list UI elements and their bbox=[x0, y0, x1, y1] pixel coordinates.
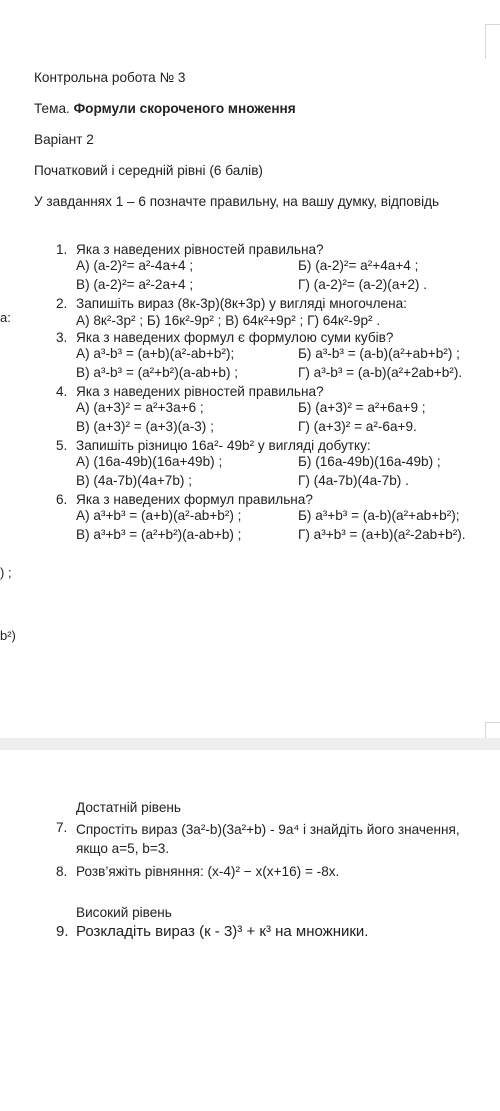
topic-name: Формули скороченого множення bbox=[73, 101, 296, 116]
option-b: Б) a³-b³ = (a-b)(a²+ab+b²) ; bbox=[298, 346, 460, 361]
high-level-heading: Високий рівень bbox=[76, 905, 172, 920]
question-2 bbox=[56, 296, 486, 330]
option-d: Г) (a-2)²= (a-2)(a+2) . bbox=[298, 277, 427, 292]
question-number: 2. bbox=[56, 296, 68, 311]
option-b: Б) (a-2)²= a²+4a+4 ; bbox=[298, 258, 419, 273]
option-line: А) 8к²-3p² ; Б) 16к²-9p² ; В) 64к²+9p² ; Г) 64к²-9p² . bbox=[76, 313, 381, 328]
option-a: А) (a-2)²= a²-4a+4 ; bbox=[76, 258, 194, 273]
question-5 bbox=[56, 438, 486, 492]
question-number: 7. bbox=[56, 820, 68, 835]
question-text: Розв’яжіть рівняння: (x-4)² − x(x+16) = -8x. bbox=[76, 864, 340, 879]
question-number: 3. bbox=[56, 330, 68, 345]
topic-line bbox=[34, 101, 296, 117]
question-text: Яка з наведених формул правильна? bbox=[76, 492, 313, 507]
option-d: Г) (4a-7b)(4a-7b) . bbox=[298, 473, 409, 488]
option-a: А) a³+b³ = (a+b)(a²-ab+b²) ; bbox=[76, 508, 242, 523]
edge-fragment: b²) bbox=[0, 628, 16, 643]
question-number: 9. bbox=[56, 923, 69, 940]
option-c: В) a³-b³ = (a²+b²)(a-ab+b) ; bbox=[76, 365, 239, 380]
question-number: 4. bbox=[56, 384, 68, 399]
question-text: Яка з наведених рівностей правильна? bbox=[76, 242, 324, 257]
question-text: Яка з наведених рівностей правильна? bbox=[76, 384, 324, 399]
page-separator bbox=[0, 738, 500, 750]
edge-fragment: а: bbox=[0, 310, 11, 325]
test-title: Контрольна робота № 3 bbox=[34, 70, 186, 85]
option-d: Г) a³-b³ = (a-b)(a²+2ab+b²). bbox=[298, 365, 463, 380]
question-text: Яка з наведених формул є формулою суми кубів? bbox=[76, 330, 394, 345]
question-number: 1. bbox=[56, 242, 68, 257]
page-two bbox=[0, 750, 500, 1111]
page-corner-fold bbox=[485, 722, 500, 738]
option-a: А) (16a-49b)(16a+49b) ; bbox=[76, 454, 223, 469]
topic-label: Тема. bbox=[34, 101, 70, 116]
variant: Варіант 2 bbox=[34, 132, 94, 147]
question-text: Спростіть вираз (3a²-b)(3a²+b) - 9a⁴ і знайдіть його значення, якщо a=5, b=3. bbox=[76, 822, 460, 856]
question-1 bbox=[56, 242, 486, 296]
question-text: Запишіть вираз (8к-3p)(8к+3p) у вигляді многочлена: bbox=[76, 296, 407, 311]
option-a: А) a³-b³ = (a+b)(a²-ab+b²); bbox=[76, 346, 235, 361]
question-3 bbox=[56, 330, 486, 384]
option-d: Г) (a+3)² = a²-6a+9. bbox=[298, 419, 417, 434]
question-text: Запишіть різницю 16a²- 49b² у вигляді добутку: bbox=[76, 438, 371, 453]
question-number: 5. bbox=[56, 438, 68, 453]
option-b: Б) a³+b³ = (a-b)(a²+ab+b²); bbox=[298, 508, 460, 523]
page-corner-fold bbox=[485, 24, 500, 59]
question-number: 8. bbox=[56, 864, 68, 879]
edge-fragment: ) ; bbox=[0, 565, 12, 580]
option-c: В) a³+b³ = (a²+b²)(a-ab+b) ; bbox=[76, 527, 242, 542]
option-a: А) (a+3)² = a²+3a+6 ; bbox=[76, 400, 204, 415]
option-b: Б) (a+3)² = a²+6a+9 ; bbox=[298, 400, 426, 415]
option-b: Б) (16a-49b)(16a-49b) ; bbox=[298, 454, 441, 469]
option-c: В) (a+3)² = (a+3)(a-3) ; bbox=[76, 419, 214, 434]
instruction: У завданнях 1 – 6 позначте правильну, на вашу думку, відповідь bbox=[34, 194, 440, 209]
question-9 bbox=[56, 924, 486, 940]
question-list-2 bbox=[56, 820, 486, 880]
question-6 bbox=[56, 492, 486, 546]
question-8 bbox=[56, 864, 486, 880]
question-4 bbox=[56, 384, 486, 438]
sufficient-level-heading: Достатній рівень bbox=[76, 800, 181, 815]
option-c: В) (4a-7b)(4a+7b) ; bbox=[76, 473, 192, 488]
level-heading: Початковий і середній рівні (6 балів) bbox=[34, 163, 263, 178]
question-text: Розкладіть вираз (к - 3)³ + к³ на множники. bbox=[76, 923, 369, 940]
question-list bbox=[56, 242, 486, 546]
option-c: В) (a-2)²= a²-2a+4 ; bbox=[76, 277, 194, 292]
option-d: Г) a³+b³ = (a+b)(a²-2ab+b²). bbox=[298, 527, 466, 542]
question-number: 6. bbox=[56, 492, 68, 507]
question-7 bbox=[56, 820, 486, 858]
